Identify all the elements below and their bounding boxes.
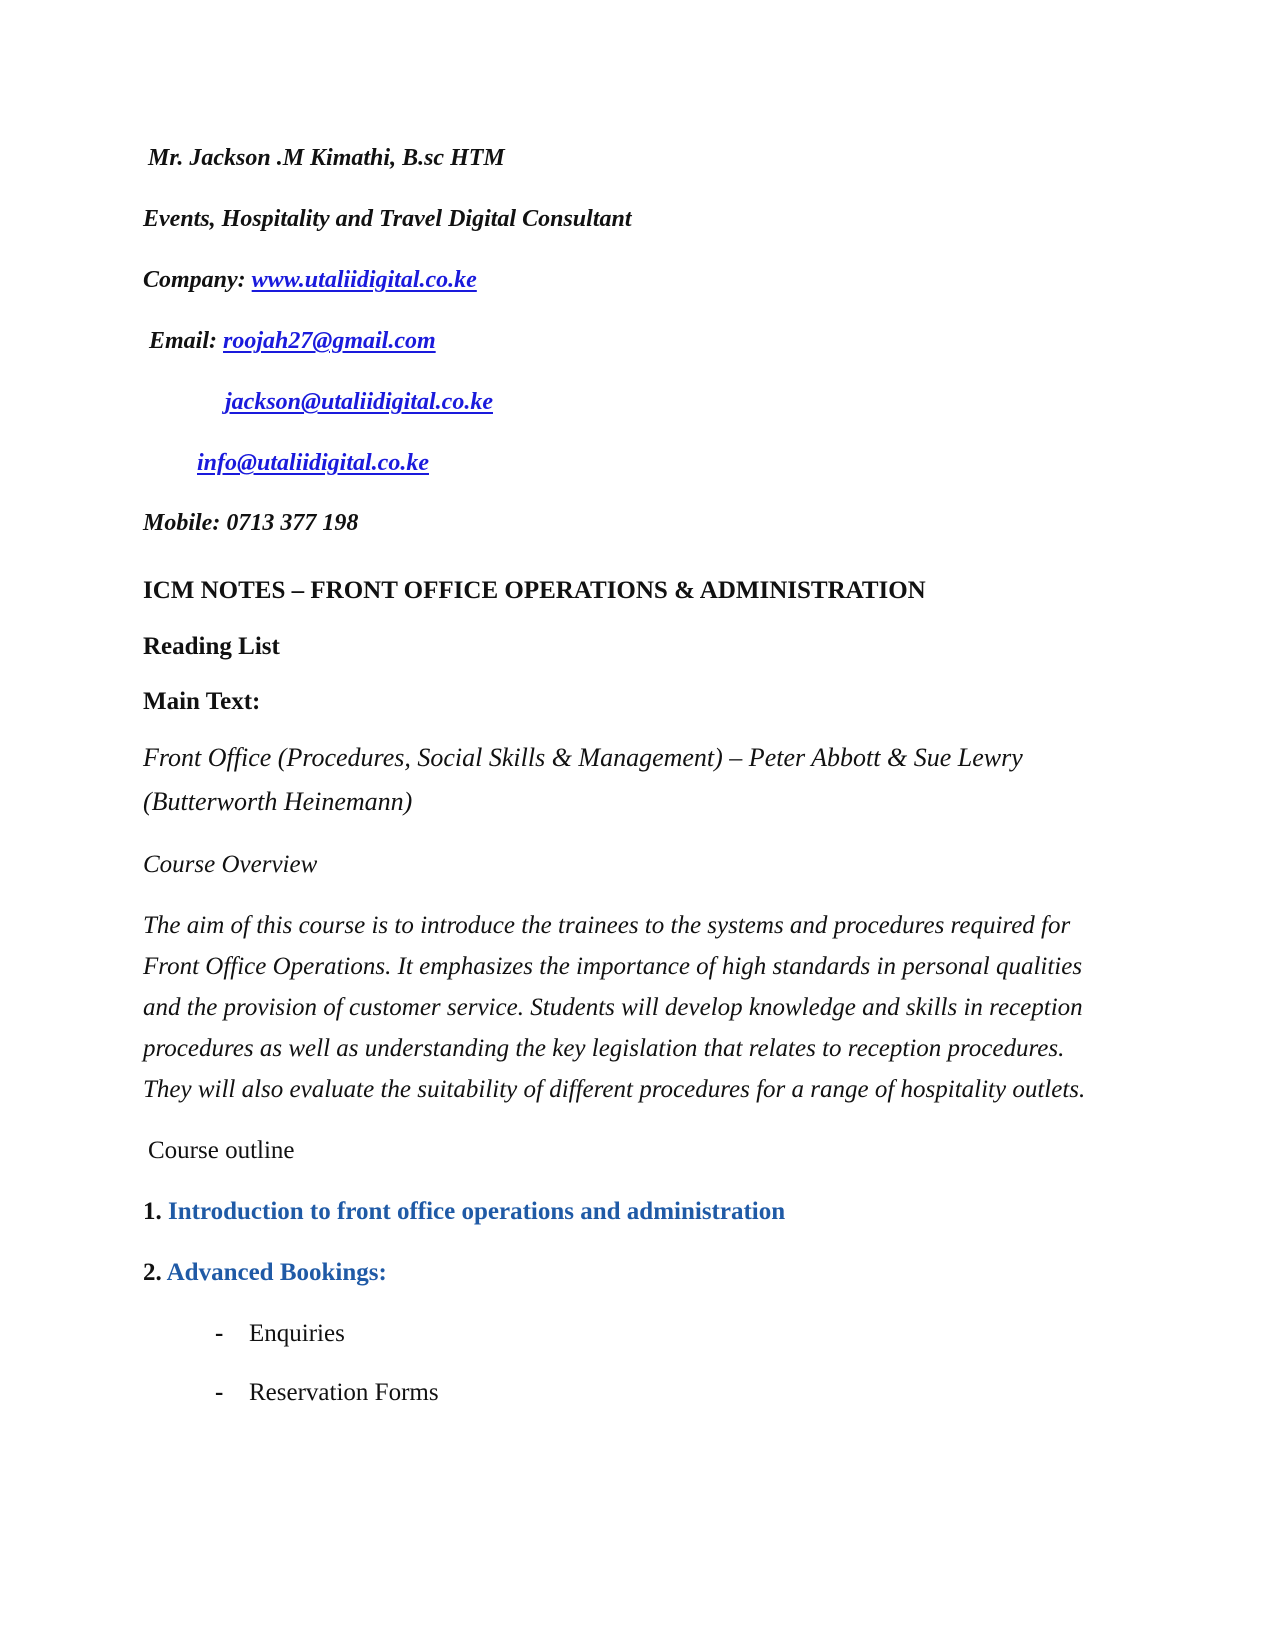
bullet-dash: - <box>215 1320 224 1347</box>
reading-list-heading: Reading List <box>143 633 280 660</box>
outline-item-2-number: 2. <box>143 1259 167 1286</box>
company-link[interactable]: www.utaliidigital.co.ke <box>251 267 477 293</box>
main-text-line-2: (Butterworth Heinemann) <box>143 787 413 816</box>
email-link-3[interactable]: info@utaliidigital.co.ke <box>197 450 429 476</box>
main-text-line-1: Front Office (Procedures, Social Skills & Management) – Peter Abbott & Sue Lewry <box>143 743 1023 772</box>
email-line <box>149 329 436 353</box>
outline-item-2 <box>143 1260 387 1285</box>
overview-line-1: The aim of this course is to introduce the trainees to the systems and procedures required for <box>143 912 1071 939</box>
email-link-1[interactable]: roojah27@gmail.com <box>223 328 436 354</box>
overview-line-4: procedures as well as understanding the key legislation that relates to reception procedures. <box>143 1035 1065 1062</box>
company-line <box>143 268 477 292</box>
outline-item-2-text: Advanced Bookings: <box>166 1259 387 1286</box>
doc-title: ICM NOTES – FRONT OFFICE OPERATIONS & ADMINISTRATION <box>143 577 926 604</box>
main-text-label: Main Text: <box>143 688 261 715</box>
email-label: Email: <box>149 328 224 354</box>
author-role: Events, Hospitality and Travel Digital Consultant <box>143 206 632 232</box>
outline-item-1 <box>143 1199 785 1224</box>
mobile-line: Mobile: 0713 377 198 <box>143 510 359 536</box>
sub-item-reservation-forms: Reservation Forms <box>249 1379 439 1406</box>
email-link-2[interactable]: jackson@utaliidigital.co.ke <box>225 389 493 415</box>
overview-line-5: They will also evaluate the suitability of different procedures for a range of hospitality outlets. <box>143 1076 1086 1103</box>
overview-line-3: and the provision of customer service. Students will develop knowledge and skills in reception <box>143 994 1083 1021</box>
outline-item-1-text: Introduction to front office operations and administration <box>168 1198 786 1225</box>
outline-heading: Course outline <box>148 1137 295 1164</box>
overview-line-2: Front Office Operations. It emphasizes the importance of high standards in personal qualities <box>143 953 1083 980</box>
outline-item-1-number: 1. <box>143 1198 168 1225</box>
sub-item-enquiries: Enquiries <box>249 1320 345 1347</box>
bullet-dash: - <box>215 1379 224 1406</box>
company-label: Company: <box>143 267 252 293</box>
overview-heading: Course Overview <box>143 851 318 878</box>
author-name: Mr. Jackson .M Kimathi, B.sc HTM <box>148 145 505 171</box>
